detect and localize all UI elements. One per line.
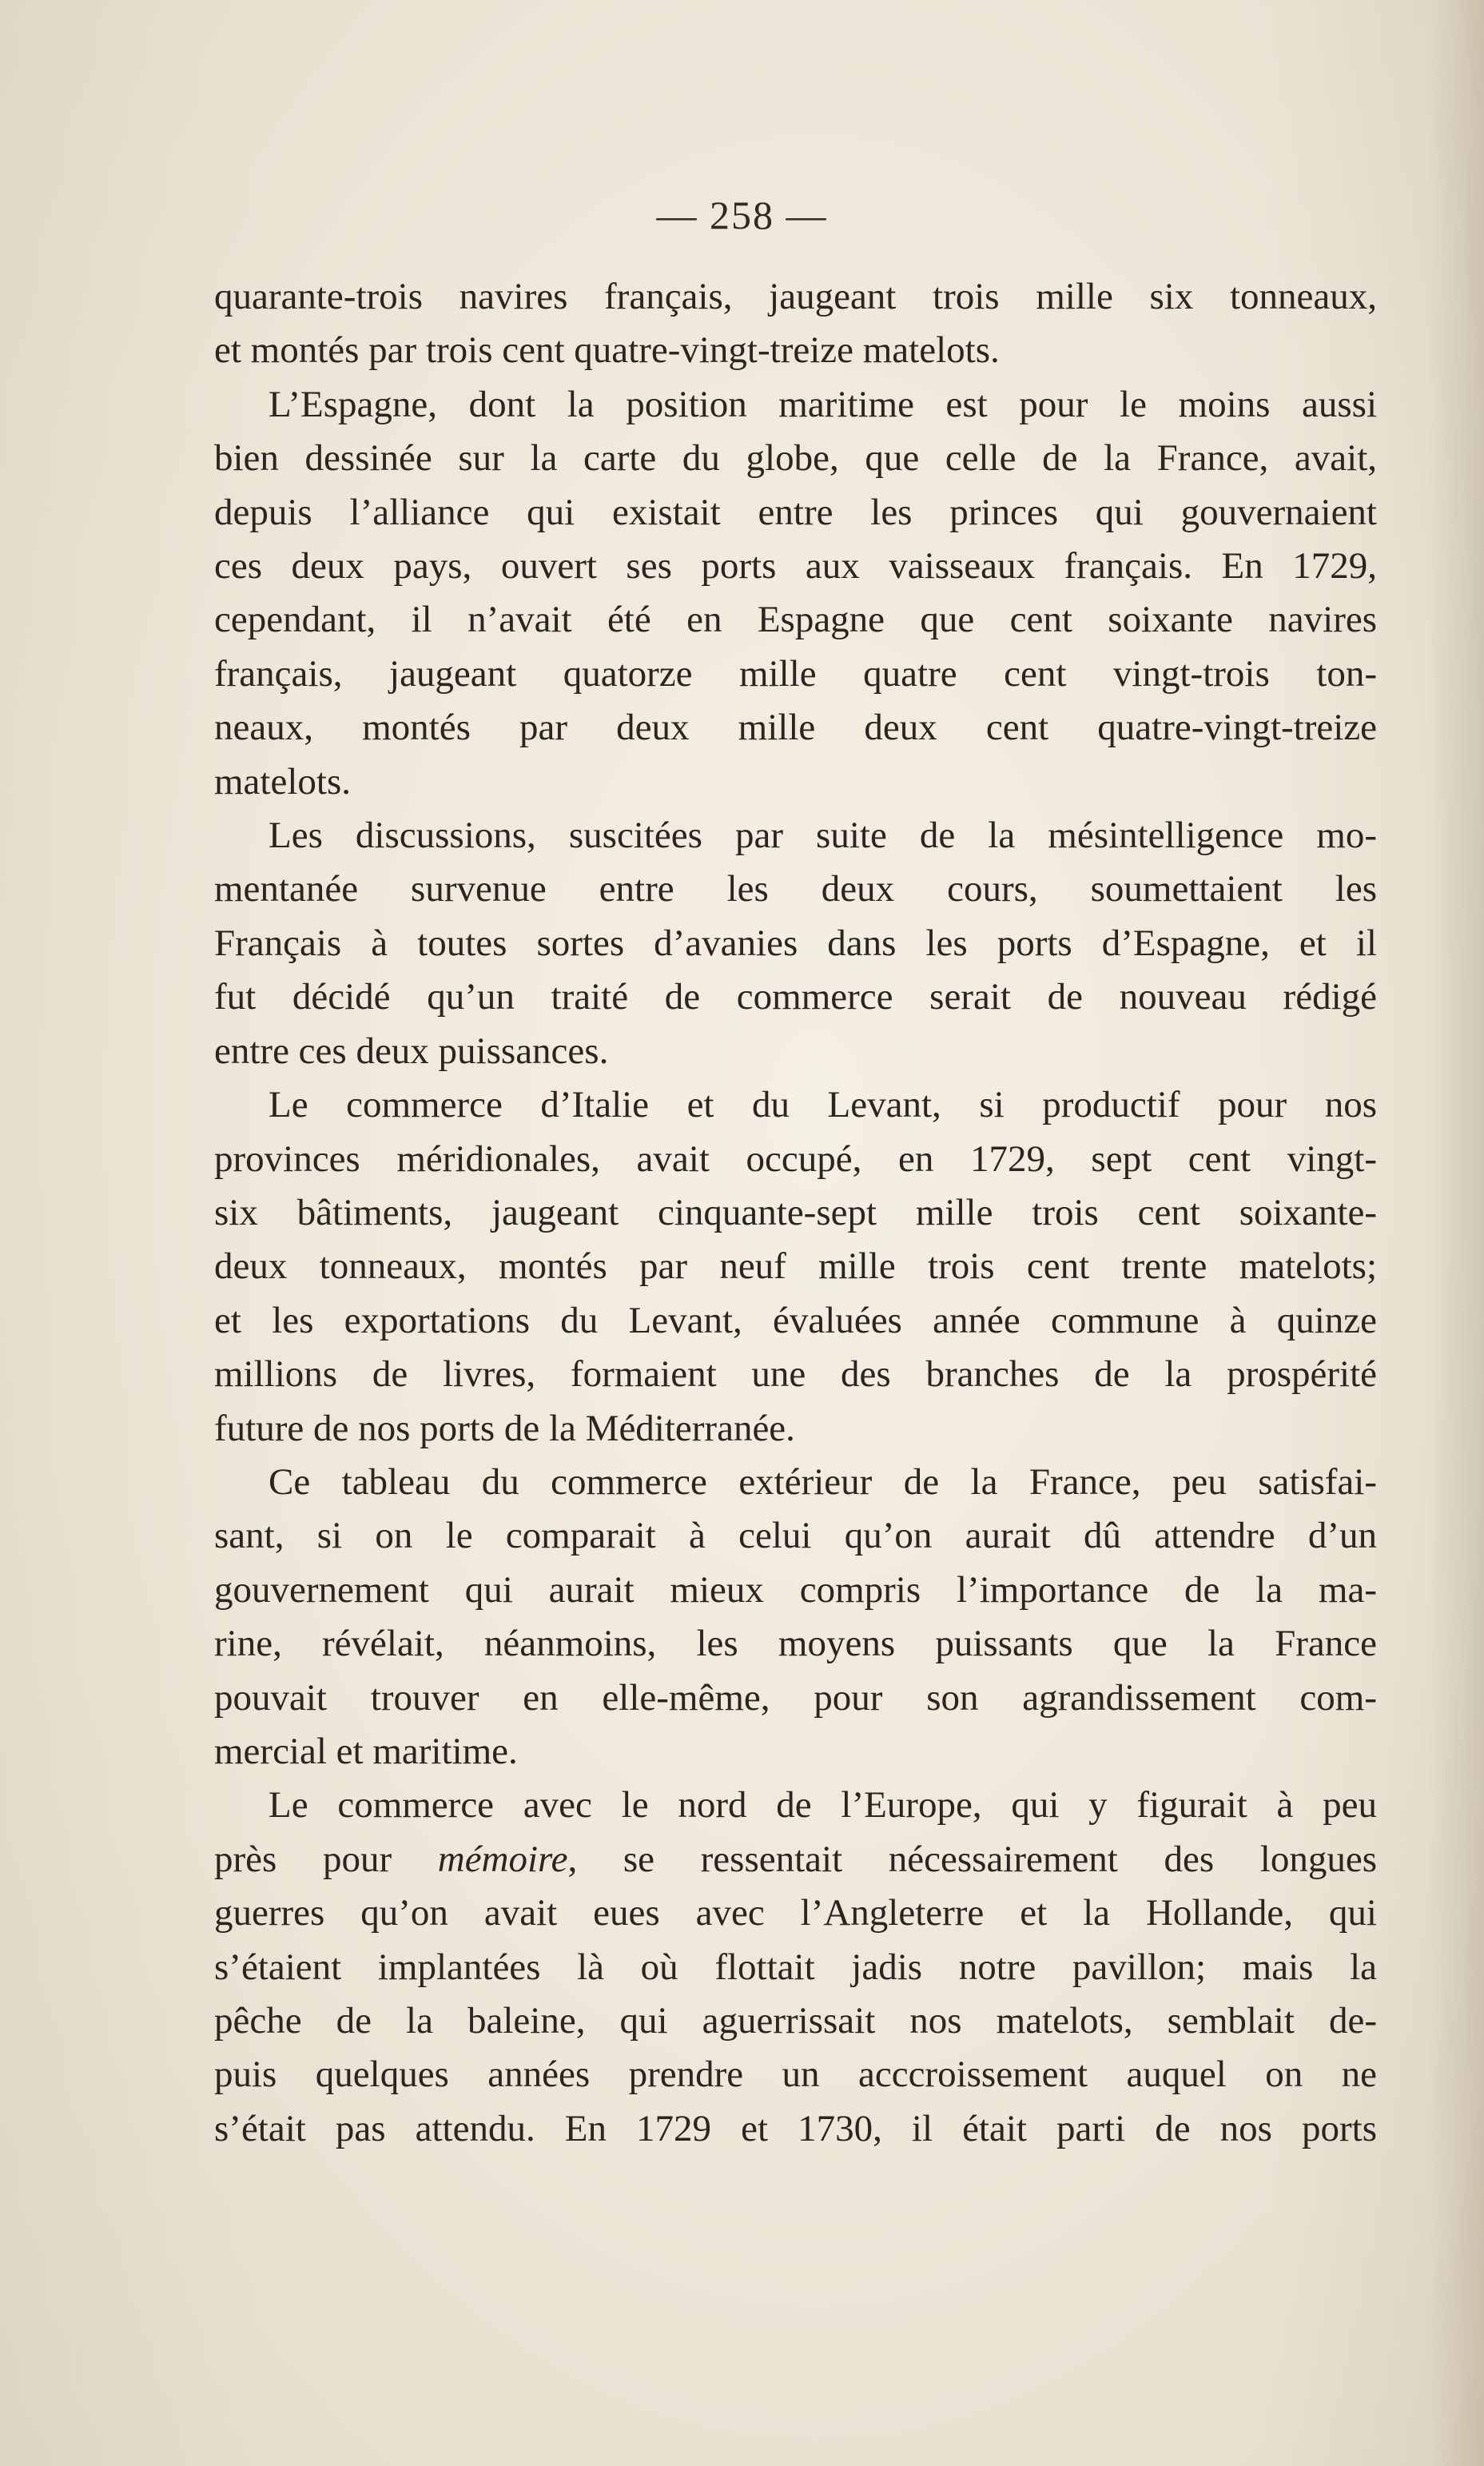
paragraph-line: L’Espagne, dont la position maritime est pour le moins aussi bbox=[269, 383, 1377, 425]
paragraph-line: et les exportations du Levant, évaluées année commune à quinze bbox=[214, 1299, 1377, 1341]
paragraph-line: Ce tableau du commerce extérieur de la France, peu satisfai- bbox=[269, 1460, 1377, 1503]
paragraph-line: s’étaient implantées là où flottait jadis notre pavillon; mais la bbox=[214, 1946, 1377, 1988]
paragraph-line: Français à toutes sortes d’avanies dans les ports d’Espagne, et il bbox=[214, 922, 1377, 964]
paragraph-line: puis quelques années prendre un acccroissement auquel on ne bbox=[214, 2054, 1377, 2096]
paragraph-line: pouvait trouver en elle-même, pour son agrandissement com- bbox=[214, 1676, 1377, 1719]
paragraph-line: fut décidé qu’un traité de commerce serait de nouveau rédigé bbox=[214, 976, 1377, 1018]
paragraph-line: millions de livres, formaient une des branches de la prospérité bbox=[214, 1353, 1377, 1396]
paragraph-line: guerres qu’on avait eues avec l’Angleterre et la Hollande, qui bbox=[214, 1892, 1377, 1934]
paragraph-line: rine, révélait, néanmoins, les moyens puissants que la France bbox=[214, 1623, 1377, 1665]
paragraph-line: neaux, montés par deux mille deux cent quatre-vingt-treize bbox=[214, 707, 1377, 749]
paragraph-line: mentanée survenue entre les deux cours, soumettaient les bbox=[214, 868, 1377, 910]
paragraph-line: et montés par trois cent quatre-vingt-treize matelots. bbox=[214, 329, 1000, 372]
paragraph-line: depuis l’alliance qui existait entre les princes qui gouvernaient bbox=[214, 491, 1377, 533]
paragraph-line: mercial et maritime. bbox=[214, 1730, 518, 1772]
paragraph-line: six bâtiments, jaugeant cinquante-sept mille trois cent soixante- bbox=[214, 1191, 1377, 1233]
italic-word: mémoire bbox=[437, 1838, 568, 1880]
paragraph-line: bien dessinée sur la carte du globe, que celle de la France, avait, bbox=[214, 437, 1377, 480]
page-number: — 258 — bbox=[656, 193, 828, 237]
page-edge-shadow bbox=[1428, 0, 1484, 2466]
paragraph-line: entre ces deux puissances. bbox=[214, 1030, 609, 1072]
paragraph-line: quarante-trois navires français, jaugeant trois mille six tonneaux, bbox=[214, 276, 1377, 317]
paragraph-line: sant, si on le comparait à celui qu’on aurait dû attendre d’un bbox=[214, 1515, 1377, 1557]
paragraph-line: provinces méridionales, avait occupé, en 1729, sept cent vingt- bbox=[214, 1137, 1377, 1180]
text-run: , se ressentait nécessairement des longues bbox=[567, 1838, 1377, 1880]
paragraph-line: pêche de la baleine, qui aguerrissait nos matelots, semblait de- bbox=[214, 2000, 1377, 2042]
paragraph-line: cependant, il n’avait été en Espagne que cent soixante navires bbox=[214, 599, 1377, 641]
paragraph-line: Les discussions, suscitées par suite de la mésintelligence mo- bbox=[269, 815, 1377, 857]
paragraph-line: future de nos ports de la Méditerranée. bbox=[214, 1407, 795, 1449]
text-run: près pour bbox=[214, 1838, 392, 1880]
paragraph-line: français, jaugeant quatorze mille quatre cent vingt-trois ton- bbox=[214, 652, 1377, 695]
paragraph-line: matelots. bbox=[214, 760, 351, 803]
body-text bbox=[214, 270, 1377, 2156]
paragraph-line: Le commerce avec le nord de l’Europe, qui y figurait à peu bbox=[269, 1784, 1377, 1827]
paragraph-line: deux tonneaux, montés par neuf mille trois cent trente matelots; bbox=[214, 1245, 1377, 1288]
paragraph-line: ces deux pays, ouvert ses ports aux vaisseaux français. En 1729, bbox=[214, 545, 1377, 588]
paragraph-line: s’était pas attendu. En 1729 et 1730, il était parti de nos ports bbox=[214, 2107, 1377, 2149]
paragraph-line: gouvernement qui aurait mieux compris l’importance de la ma- bbox=[214, 1568, 1377, 1611]
paragraph-line: Le commerce d’Italie et du Levant, si productif pour nos bbox=[269, 1084, 1377, 1126]
paragraph-line-with-italic bbox=[214, 1833, 1377, 1886]
